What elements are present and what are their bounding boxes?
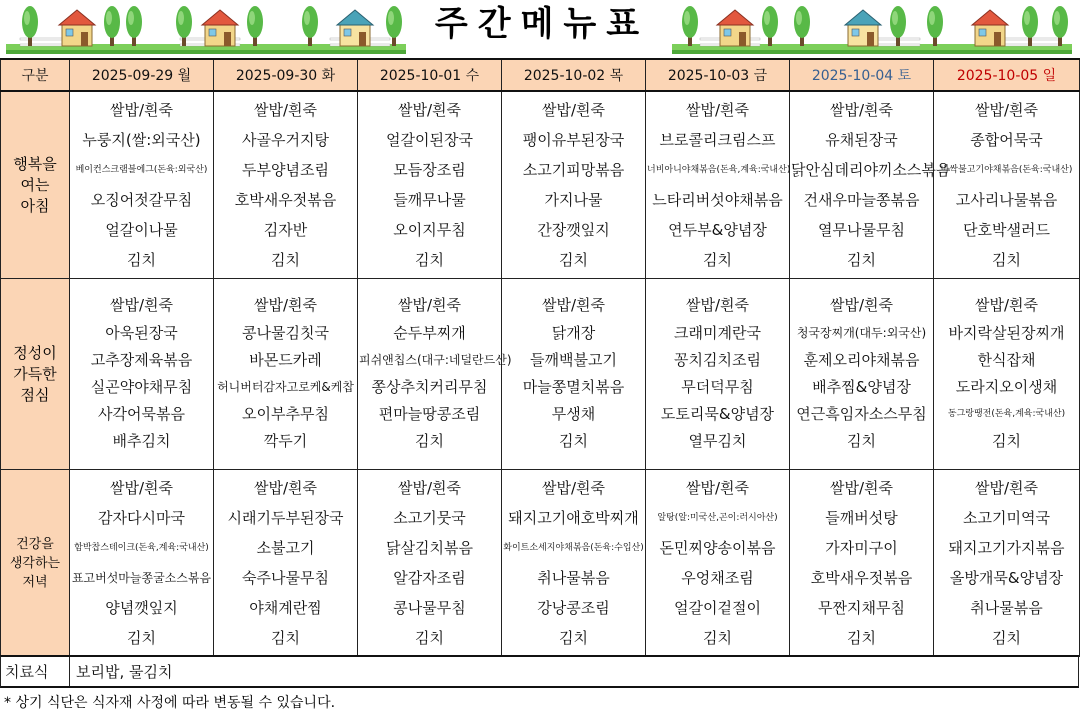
menu-item: 피쉬앤칩스(대구:네덜란드산) — [359, 352, 512, 367]
menu-item: 콩나물김칫국 — [242, 323, 329, 342]
menu-item: 쌀밥/흰죽 — [829, 101, 893, 119]
menu-item: 올방개묵&양념장 — [949, 569, 1064, 587]
menu-item: 소고기미역국 — [963, 509, 1050, 527]
menu-item: 김치 — [559, 629, 588, 647]
day-header: 2025-10-02 목 — [502, 59, 646, 91]
menu-item: 김치 — [703, 629, 732, 647]
menu-item: 가자미구이 — [825, 539, 898, 557]
therapeutic-value: 보리밥, 물김치 — [76, 663, 173, 681]
menu-item: 오이지무침 — [393, 221, 466, 239]
menu-item: 얼갈이겉절이 — [674, 599, 761, 617]
menu-item: 김치 — [415, 251, 444, 269]
menu-item: 쌀밥/흰죽 — [397, 101, 461, 119]
menu-item: 화이트소세지야채볶음(돈육:수입산) — [503, 543, 644, 553]
menu-item: 쌀밥/흰죽 — [109, 479, 173, 497]
menu-item: 연두부&양념장 — [668, 221, 767, 239]
menu-cell — [502, 470, 646, 657]
menu-item: 편마늘땅콩조림 — [378, 405, 481, 424]
menu-item: 감자다시마국 — [98, 509, 185, 527]
menu-item: 사각어묵볶음 — [98, 405, 185, 424]
menu-item: 한식잡채 — [977, 350, 1036, 369]
menu-item: 돼지고기가지볶음 — [948, 539, 1065, 557]
menu-item: 들깨무나물 — [393, 191, 466, 209]
menu-cell — [70, 91, 214, 279]
menu-item: 무짠지채무침 — [818, 599, 905, 617]
menu-item: 쌀밥/흰죽 — [685, 296, 749, 315]
menu-item: 쌀밥/흰죽 — [397, 296, 461, 315]
menu-item: 모듬장조림 — [393, 161, 466, 179]
menu-cell — [358, 91, 502, 279]
menu-item: 팽이유부된장국 — [522, 131, 625, 149]
menu-item: 오이부추무침 — [242, 405, 329, 424]
menu-cell — [646, 279, 790, 470]
menu-item: 가지나물 — [544, 191, 603, 209]
menu-cell — [502, 279, 646, 470]
menu-item: 쌀밥/흰죽 — [541, 479, 605, 497]
menu-item: 크래미계란국 — [674, 323, 761, 342]
menu-item: 김치 — [703, 251, 732, 269]
menu-cell — [214, 91, 358, 279]
menu-item: 바싹불고기야채볶음(돈육:국내산) — [940, 165, 1073, 175]
day-header: 2025-10-01 수 — [358, 59, 502, 91]
menu-item: 바몬드카레 — [249, 350, 322, 369]
menu-item: 소고기뭇국 — [393, 509, 466, 527]
menu-item: 들깨버섯탕 — [825, 509, 898, 527]
menu-item: 닭안심데리야끼소스볶음 — [791, 161, 951, 179]
footnote: * 상기 식단은 식자재 사정에 따라 변동될 수 있습니다. — [4, 695, 336, 711]
menu-item: 쌀밥/흰죽 — [829, 479, 893, 497]
menu-item: 훈제오리야채볶음 — [803, 350, 920, 369]
menu-item: 김치 — [415, 432, 444, 451]
menu-item: 김치 — [559, 251, 588, 269]
therapeutic-diet-row — [0, 655, 1079, 688]
menu-item: 도라지오이생채 — [955, 378, 1058, 396]
menu-item: 김자반 — [263, 221, 308, 239]
menu-item: 쌀밥/흰죽 — [541, 101, 605, 119]
menu-item: 김치 — [847, 629, 876, 647]
menu-item: 쌀밥/흰죽 — [253, 296, 317, 315]
menu-item: 숙주나물무침 — [242, 569, 329, 587]
menu-item: 호박새우젓볶음 — [810, 569, 913, 587]
menu-item: 동그랑땡전(돈육,계육:국내산) — [947, 409, 1066, 420]
menu-item: 연근흑임자소스무침 — [796, 405, 927, 424]
menu-cell — [790, 91, 951, 279]
menu-item: 배추찜&양념장 — [812, 378, 911, 396]
menu-item: 쌀밥/흰죽 — [109, 101, 173, 119]
menu-item: 열무김치 — [688, 432, 747, 451]
menu-item: 단호박샐러드 — [963, 221, 1050, 239]
menu-item: 함박찹스테이크(돈육,계육:국내산) — [74, 543, 209, 553]
menu-item: 소불고기 — [256, 539, 315, 557]
breakfast-label: 행복을 여는 아침 — [1, 91, 70, 279]
menu-item: 양념깻잎지 — [105, 599, 178, 617]
menu-item: 쌀밥/흰죽 — [829, 296, 893, 315]
menu-item: 김치 — [847, 251, 876, 269]
menu-item: 쌀밥/흰죽 — [541, 296, 605, 315]
menu-item: 김치 — [127, 251, 156, 269]
menu-item: 바지락살된장찌개 — [948, 323, 1065, 342]
header-row — [1, 59, 1080, 91]
menu-item: 들깨백불고기 — [530, 350, 617, 369]
menu-item: 쌀밥/흰죽 — [974, 296, 1038, 315]
menu-item: 김치 — [415, 629, 444, 647]
day-header: 2025-09-30 화 — [214, 59, 358, 91]
menu-item: 쌀밥/흰죽 — [253, 101, 317, 119]
lunch-label: 정성이 가득한 점심 — [1, 279, 70, 470]
menu-item: 쫑상추치커리무침 — [371, 378, 488, 396]
menu-item: 닭살김치볶음 — [386, 539, 473, 557]
menu-item: 김치 — [127, 629, 156, 647]
menu-item: 무생채 — [551, 405, 596, 424]
weekly-menu-table — [0, 58, 1080, 657]
menu-item: 종합어묵국 — [970, 131, 1043, 149]
menu-item: 유채된장국 — [825, 131, 898, 149]
menu-cell — [646, 91, 790, 279]
menu-cell — [358, 279, 512, 470]
menu-item: 쌀밥/흰죽 — [253, 479, 317, 497]
menu-item: 열무나물무침 — [818, 221, 905, 239]
menu-item: 순두부찌개 — [393, 323, 466, 342]
menu-item: 깍두기 — [263, 432, 308, 451]
menu-item: 취나물볶음 — [537, 569, 610, 587]
menu-item: 김치 — [992, 629, 1021, 647]
header-banner — [0, 0, 1081, 56]
menu-item: 배추김치 — [112, 432, 171, 451]
menu-item: 시래기두부된장국 — [227, 509, 344, 527]
menu-item: 닭개장 — [551, 323, 596, 342]
menu-item: 강낭콩조림 — [537, 599, 610, 617]
menu-item: 두부양념조림 — [242, 161, 329, 179]
lunch-row — [1, 279, 1080, 470]
menu-cell — [790, 279, 934, 470]
menu-item: 꽁치김치조림 — [674, 350, 761, 369]
menu-item: 브로콜리크림스프 — [659, 131, 776, 149]
category-header: 구분 — [1, 59, 70, 91]
menu-item: 쌀밥/흰죽 — [685, 101, 749, 119]
menu-item: 김치 — [271, 629, 300, 647]
breakfast-row — [1, 91, 1080, 279]
menu-item: 쌀밥/흰죽 — [109, 296, 173, 315]
menu-item: 실곤약야채무침 — [90, 378, 193, 396]
menu-cell — [214, 470, 358, 657]
menu-cell — [70, 470, 214, 657]
menu-item: 콩나물무침 — [393, 599, 466, 617]
menu-cell — [934, 91, 1080, 279]
menu-item: 허니버터감자고로케&케찹 — [217, 380, 354, 394]
dinner-label: 건강을 생각하는 저녁 — [1, 470, 70, 657]
page-title: 주간메뉴표 — [434, 4, 650, 44]
menu-item: 너비아니야채볶음(돈육,계육:국내산) — [647, 165, 791, 175]
menu-item: 김치 — [847, 432, 876, 451]
menu-item: 표고버섯마늘쫑굴소스볶음 — [71, 571, 212, 585]
menu-item: 마늘쫑멸치볶음 — [522, 378, 625, 396]
therapeutic-label: 치료식 — [1, 657, 70, 686]
menu-item: 야채계란찜 — [249, 599, 322, 617]
menu-cell — [70, 279, 214, 470]
day-header-sunday: 2025-10-05 일 — [934, 59, 1080, 91]
menu-item: 얼갈이된장국 — [386, 131, 473, 149]
dinner-row — [1, 470, 1080, 657]
menu-item: 청국장찌개(대두:외국산) — [796, 325, 927, 340]
day-header-saturday: 2025-10-04 토 — [790, 59, 934, 91]
menu-item: 김치 — [992, 432, 1021, 451]
menu-item: 고사리나물볶음 — [955, 191, 1058, 209]
menu-item: 누룽지(쌀:외국산) — [82, 131, 201, 149]
menu-item: 아욱된장국 — [105, 323, 178, 342]
menu-item: 느타리버섯야채볶음 — [652, 191, 783, 209]
menu-item: 간장깻잎지 — [537, 221, 610, 239]
menu-item: 김치 — [271, 251, 300, 269]
menu-item: 쌀밥/흰죽 — [685, 479, 749, 497]
menu-item: 쌀밥/흰죽 — [974, 479, 1038, 497]
menu-item: 건새우마늘쫑볶음 — [803, 191, 920, 209]
menu-item: 얼갈이나물 — [105, 221, 178, 239]
menu-item: 도토리묵&양념장 — [660, 405, 775, 424]
menu-item: 호박새우젓볶음 — [234, 191, 337, 209]
menu-item: 우엉채조림 — [681, 569, 754, 587]
menu-item: 알탕(알:미국산,곤이:러시아산) — [657, 513, 778, 523]
menu-item: 취나물볶음 — [970, 599, 1043, 617]
menu-cell — [358, 470, 502, 657]
day-header: 2025-10-03 금 — [646, 59, 790, 91]
menu-item: 무더덕무침 — [681, 378, 754, 396]
menu-cell — [934, 470, 1080, 657]
menu-item: 돼지고기애호박찌개 — [508, 509, 639, 527]
menu-cell — [934, 279, 1080, 470]
day-header: 2025-09-29 월 — [70, 59, 214, 91]
menu-item: 쌀밥/흰죽 — [974, 101, 1038, 119]
menu-cell — [790, 470, 934, 657]
menu-cell — [214, 279, 358, 470]
menu-item: 알감자조림 — [393, 569, 466, 587]
menu-item: 김치 — [992, 251, 1021, 269]
menu-cell — [646, 470, 790, 657]
menu-item: 베이컨스크램블에그(돈육:외국산) — [75, 165, 208, 175]
menu-item: 사골우거지탕 — [242, 131, 329, 149]
menu-item: 오징어젓갈무침 — [90, 191, 193, 209]
menu-cell — [502, 91, 646, 279]
menu-item: 고추장제육볶음 — [90, 350, 193, 369]
menu-item: 김치 — [559, 432, 588, 451]
menu-item: 쌀밥/흰죽 — [397, 479, 461, 497]
menu-item: 소고기피망볶음 — [522, 161, 625, 179]
menu-item: 돈민찌양송이볶음 — [659, 539, 776, 557]
